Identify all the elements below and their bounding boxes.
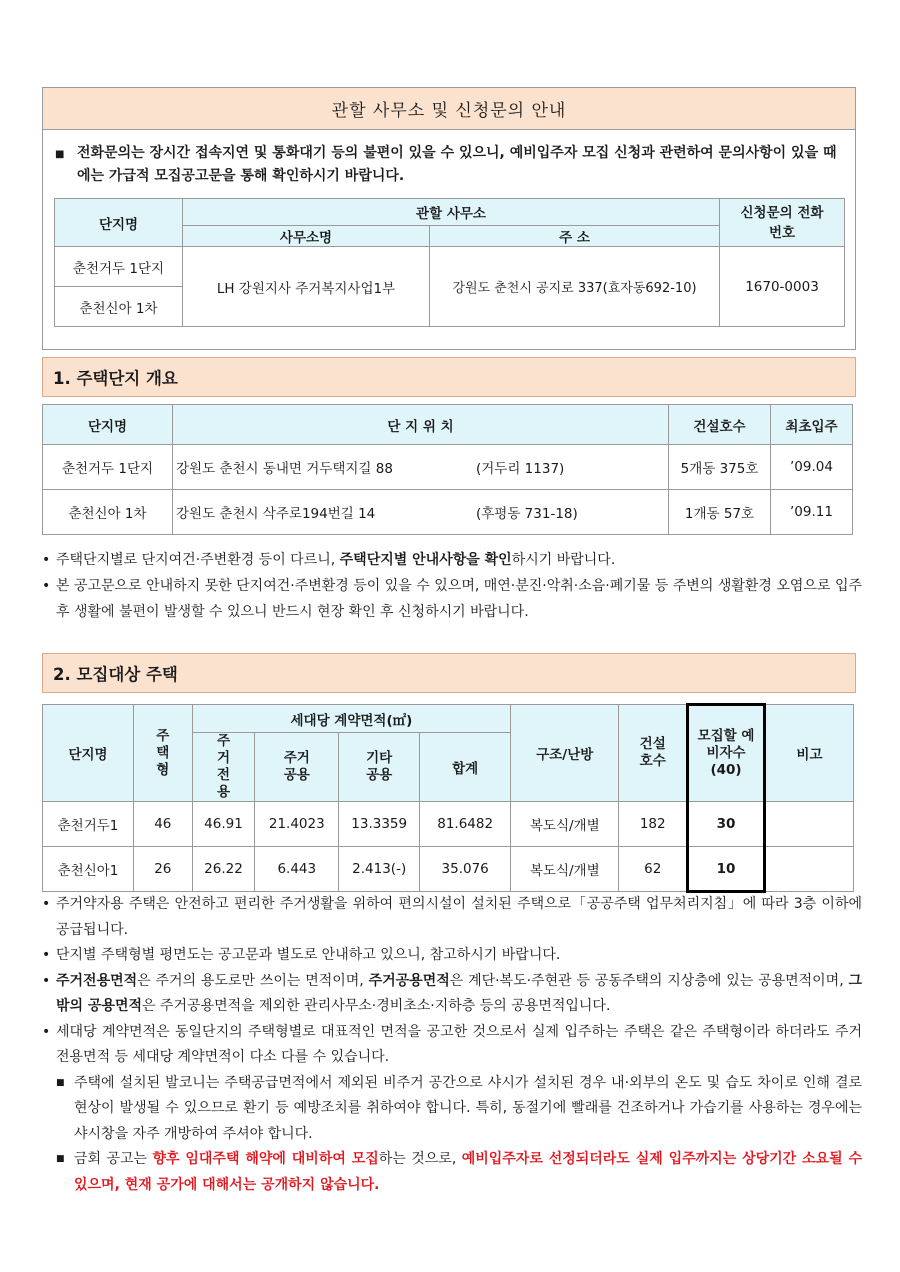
target-complex: 춘천거두1 (43, 802, 134, 847)
note-text: 은 주거의 용도로만 쓰이는 면적이며, (137, 972, 369, 989)
square-bullet-icon: ■ (55, 149, 65, 160)
target-type: 46 (134, 802, 193, 847)
target-note (764, 847, 853, 892)
list-item (42, 573, 862, 625)
complex-units: 1개동 57호 (669, 490, 771, 535)
office-table-complex-1: 춘천거두 1단지 (55, 247, 183, 287)
complex-overview-table (42, 404, 853, 535)
complex-table-header-location: 단 지 위 치 (173, 405, 669, 445)
complex-address-cell (173, 490, 669, 535)
recruitment-target-table (42, 703, 854, 893)
office-table-address: 강원도 춘천시 공지로 337(효자동692-10) (430, 247, 720, 327)
note-text: 은 주거공용면적을 제외한 관리사무소·경비초소·지하층 등의 공용면적입니다. (142, 998, 611, 1014)
table-row (43, 802, 854, 847)
office-table-header-office-name: 사무소명 (183, 226, 430, 247)
target-header-complex: 단지명 (43, 705, 134, 802)
list-item (42, 1147, 862, 1198)
target-recruit: 30 (688, 802, 765, 847)
note-text: 은 계단·복도·주현관 등 공동주택의 지상층에 있는 공용면적이며, (449, 972, 849, 989)
list-item (42, 969, 862, 1020)
bullet-dot-icon: • (42, 896, 51, 912)
table-row (43, 490, 853, 535)
office-table-header-address: 주 소 (430, 226, 720, 247)
target-units: 182 (619, 802, 688, 847)
target-structure: 복도식/개별 (511, 847, 619, 892)
note-emphasis: 주택단지별 안내사항을 확인 (339, 552, 512, 568)
complex-lot: (거두리 1137) (476, 461, 565, 477)
note-emphasis: 그 밖의 공용면적 (56, 972, 863, 1014)
complex-address-cell (173, 445, 669, 490)
target-total: 81.6482 (420, 802, 511, 847)
note-text: 주택단지별로 단지여건·주변환경 등이 다르니, (56, 552, 340, 568)
office-table-header-complex: 단지명 (55, 199, 183, 247)
office-table-office-name: LH 강원지사 주거복지사업1부 (183, 247, 430, 327)
target-header-other: 기타 공용 (339, 733, 420, 802)
target-header-common: 주거 공용 (255, 733, 339, 802)
target-exclusive: 46.91 (192, 802, 255, 847)
target-header-structure: 구조/난방 (511, 705, 619, 802)
note-text: 하는 것으로, (378, 1151, 462, 1167)
target-recruit: 10 (688, 847, 765, 892)
target-header-recruit-total: (40) (710, 762, 742, 778)
target-type: 26 (134, 847, 193, 892)
complex-table-header-complex: 단지명 (43, 405, 173, 445)
note-text: 단지별 주택형별 평면도는 공고문과 별도로 안내하고 있으니, 참고하시기 바랍니다. (56, 947, 561, 963)
target-header-type: 주택형 (134, 705, 193, 802)
bullet-dot-icon: • (42, 552, 51, 568)
list-item (42, 1071, 862, 1148)
table-row (43, 847, 854, 892)
office-table-header-office: 관할 사무소 (183, 199, 720, 226)
target-header-recruit-label: 모집할 예비자수 (697, 728, 755, 761)
target-complex: 춘천신아1 (43, 847, 134, 892)
target-common: 6.443 (255, 847, 339, 892)
bullet-dot-icon: • (42, 972, 51, 989)
complex-lot: (후평동 731-18) (476, 506, 578, 522)
target-header-note: 비고 (764, 705, 853, 802)
complex-name: 춘천거두 1단지 (43, 445, 173, 490)
note-text: 주택에 설치된 발코니는 주택공급면적에서 제외된 비주거 공간으로 샤시가 설치된 경우 내·외부의 온도 및 습도 차이로 인해 결로 현상이 발생될 수 있으므로 환기 등 예방조치를 취하여야 합니다. 특히, 동절기에 빨래를 건조하거나 가습기를 사용하는 경우에는 샤시창을 자주 개방하여 주셔야 합니다. (74, 1074, 862, 1142)
office-table-complex-2: 춘천신아 1차 (55, 287, 183, 327)
complex-units: 5개동 375호 (669, 445, 771, 490)
target-exclusive: 26.22 (192, 847, 255, 892)
section-2-header: 2. 모집대상 주택 (42, 653, 856, 693)
complex-first-move: ’09.04 (771, 445, 853, 490)
target-other: 13.3359 (339, 802, 420, 847)
target-structure: 복도식/개별 (511, 802, 619, 847)
target-total: 35.076 (420, 847, 511, 892)
note-text: 본 공고문으로 안내하지 못한 단지여건·주변환경 등이 있을 수 있으며, 매연·분진·악취·소음·폐기물 등 주변의 생활환경 오염으로 입주 후 생활에 불편이 발생할 수 있으니 반드시 현장 확인 후 신청하시기 바랍니다. (56, 578, 862, 620)
note-warning: 예비입주자로 선정되더라도 실제 입주까지는 상당기간 소요될 수 있으며, 현재 공가에 대해서는 공개하지 않습니다. (74, 1151, 862, 1193)
table-row (43, 445, 853, 490)
target-note (764, 802, 853, 847)
square-bullet-icon: ■ (56, 1077, 65, 1088)
complex-table-header-first-move: 최초입주 (771, 405, 853, 445)
list-item (42, 547, 862, 573)
complex-first-move: ’09.11 (771, 490, 853, 535)
target-header-units: 건설 호수 (619, 705, 688, 802)
note-text: 하시기 바랍니다. (511, 552, 616, 568)
contact-box-title: 관할 사무소 및 신청문의 안내 (43, 88, 855, 130)
bullet-dot-icon: • (42, 947, 51, 963)
target-other: 2.413(-) (339, 847, 420, 892)
section-1-header: 1. 주택단지 개요 (42, 357, 856, 397)
note-warning: 향후 임대주택 해약에 대비하여 모집 (152, 1151, 379, 1167)
square-bullet-icon: ■ (56, 1154, 65, 1164)
office-table (54, 198, 845, 327)
list-item (42, 892, 862, 943)
target-header-area: 세대당 계약면적(㎡) (192, 705, 511, 733)
complex-table-header-units: 건설호수 (669, 405, 771, 445)
contact-notice (55, 142, 850, 188)
office-table-phone: 1670-0003 (720, 247, 845, 327)
bullet-dot-icon: • (42, 1023, 51, 1040)
note-text: 세대당 계약면적은 동일단지의 주택형별로 대표적인 면적을 공고한 것으로서 실제 입주하는 주택은 같은 주택형이라 하더라도 주거전용면적 등 세대당 계약면적이 다소 다를 수 있습니다. (56, 1023, 862, 1065)
complex-address: 강원도 춘천시 삭주로194번길 14 (176, 506, 376, 522)
section-2-notes (42, 892, 862, 1198)
target-units: 62 (619, 847, 688, 892)
note-text: 금회 공고는 (74, 1151, 153, 1167)
note-emphasis: 주거전용면적 (56, 972, 138, 989)
list-item (42, 943, 862, 969)
bullet-dot-icon: • (42, 578, 51, 594)
target-common: 21.4023 (255, 802, 339, 847)
target-header-exclusive: 주거 전용 (192, 733, 255, 802)
note-emphasis: 주거공용면적 (368, 972, 450, 989)
contact-notice-text: 전화문의는 장시간 접속지연 및 통화대기 등의 불편이 있을 수 있으니, 예비입주자 모집 신청과 관련하여 문의사항이 있을 때에는 가급적 모집공고문을 통해 확인하시기 바랍니다. (77, 145, 837, 184)
complex-name: 춘천신아 1차 (43, 490, 173, 535)
note-text: 주거약자용 주택은 안전하고 편리한 주거생활을 위하여 편의시설이 설치된 주택으로「공공주택 업무처리지침」에 따라 3층 이하에 공급됩니다. (56, 896, 862, 938)
target-header-recruit (688, 705, 765, 802)
office-table-header-phone: 신청문의 전화번호 (720, 199, 845, 247)
target-header-total: 합계 (420, 733, 511, 802)
list-item (42, 1020, 862, 1071)
complex-address: 강원도 춘천시 동내면 거두택지길 88 (176, 461, 393, 477)
section-1-notes (42, 547, 862, 625)
